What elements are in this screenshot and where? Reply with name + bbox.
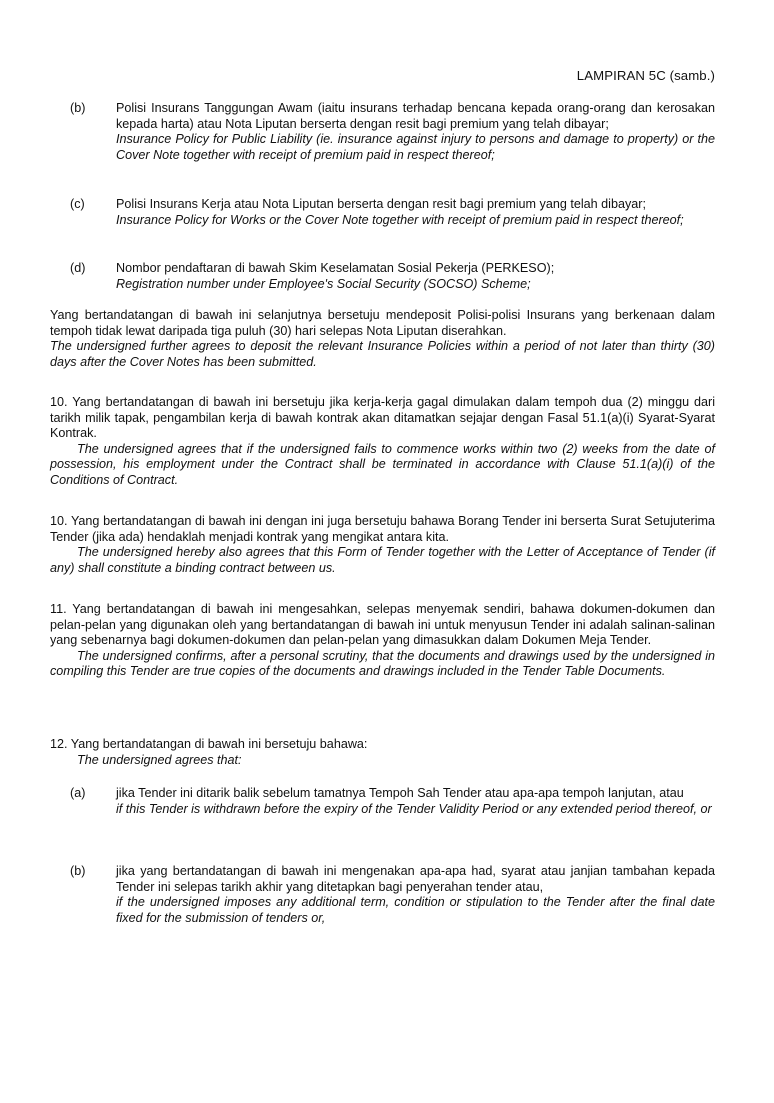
paragraph-text-english: The undersigned further agrees to deposit the relevant Insurance Policies within a period of not later than thirty (30) days after the Cover Notes has been submitted. xyxy=(50,339,715,369)
paragraph-deposit xyxy=(50,308,715,370)
clause-text-english: The undersigned hereby also agrees that this Form of Tender together with the Letter of Acceptance of Tender (if any) shall constitute a binding contract between us. xyxy=(50,545,715,575)
clause-text-malay: 12. Yang bertandatangan di bawah ini bersetuju bahawa: xyxy=(50,737,368,751)
item-marker: (a) xyxy=(70,786,86,800)
item-text-english: if the undersigned imposes any additional term, condition or stipulation to the Tender after the final date fixed for the submission of tenders or, xyxy=(116,895,715,925)
item-text-malay: Nombor pendaftaran di bawah Skim Keselamatan Sosial Pekerja (PERKESO); xyxy=(116,261,555,275)
list-item-c xyxy=(50,197,715,228)
item-text-malay: Polisi Insurans Tanggungan Awam (iaitu insurans terhadap bencana kepada orang-orang dan kerosakan kepada harta) atau Nota Liputan berserta dengan resit bagi premium yang telah dibayar; xyxy=(116,101,715,131)
clause-text-english: The undersigned agrees that if the undersigned fails to commence works within two (2) weeks from the date of possession, his employment under the Contract shall be terminated in accordance with Clause 51.1(a)(i) of the Conditions of Contract. xyxy=(50,441,715,487)
clause-text-english: The undersigned agrees that: xyxy=(77,752,242,767)
clause-12-item-b xyxy=(50,864,715,926)
item-text-english: if this Tender is withdrawn before the expiry of the Tender Validity Period or any extended period thereof, or xyxy=(116,801,712,816)
item-text-malay: jika Tender ini ditarik balik sebelum tamatnya Tempoh Sah Tender atau apa-apa tempoh lanjutan, atau xyxy=(116,786,684,800)
clause-text-malay: 11. Yang bertandatangan di bawah ini mengesahkan, selepas menyemak sendiri, bahawa dokumen-dokumen dan pelan-pelan yang digunakan oleh yang bertandatangan di bawah ini untuk menyusun Tender ini adalah salinan-salinan yang sebenarnya bagi dokumen-dokumen dan pelan-pelan yang dimasukkan dalam Dokumen Meja Tender. xyxy=(50,602,715,647)
clause-11-documents xyxy=(50,602,715,680)
item-marker: (c) xyxy=(70,197,85,211)
clause-text-malay: 10. Yang bertandatangan di bawah ini dengan ini juga bersetuju bahawa Borang Tender ini berserta Surat Setujuterima Tender (jika ada) hendaklah menjadi kontrak yang mengikat antara kita. xyxy=(50,514,715,544)
clause-10-binding-contract xyxy=(50,514,715,576)
item-marker: (d) xyxy=(70,261,86,275)
item-text-english: Insurance Policy for Works or the Cover Note together with receipt of premium paid in respect thereof; xyxy=(116,212,684,227)
list-item-d xyxy=(50,261,715,292)
clause-12-item-a xyxy=(50,786,715,817)
clause-10-commencement xyxy=(50,395,715,488)
appendix-label: LAMPIRAN 5C (samb.) xyxy=(576,68,715,83)
item-text-english: Registration number under Employee's Social Security (SOCSO) Scheme; xyxy=(116,276,531,291)
list-item-b xyxy=(50,101,715,163)
clause-text-english: The undersigned confirms, after a personal scrutiny, that the documents and drawings used by the undersigned in compiling this Tender are true copies of the documents and drawings included in the Tender Table Documents. xyxy=(50,648,715,678)
clause-12-agreement xyxy=(50,737,715,768)
item-marker: (b) xyxy=(70,101,86,115)
item-text-malay: Polisi Insurans Kerja atau Nota Liputan berserta dengan resit bagi premium yang telah dibayar; xyxy=(116,197,646,211)
clause-text-malay: 10. Yang bertandatangan di bawah ini bersetuju jika kerja-kerja gagal dimulakan dalam tempoh dua (2) minggu dari tarikh milik tapak, pengambilan kerja di bawah kontrak akan ditamatkan sejajar dengan Fasal 51.1(a)(i) Syarat-Syarat Kontrak. xyxy=(50,395,715,440)
paragraph-text-malay: Yang bertandatangan di bawah ini selanjutnya bersetuju mendeposit Polisi-polisi Insurans yang berkenaan dalam tempoh tidak lewat daripada tiga puluh (30) hari selepas Nota Liputan diserahkan. xyxy=(50,308,715,338)
item-marker: (b) xyxy=(70,864,86,878)
item-text-malay: jika yang bertandatangan di bawah ini mengenakan apa-apa had, syarat atau janjian tambahan kepada Tender ini selepas tarikh akhir yang ditetapkan bagi penyerahan tender atau, xyxy=(116,864,715,894)
item-text-english: Insurance Policy for Public Liability (ie. insurance against injury to persons and damage to property) or the Cover Note together with receipt of premium paid in respect thereof; xyxy=(116,132,715,162)
